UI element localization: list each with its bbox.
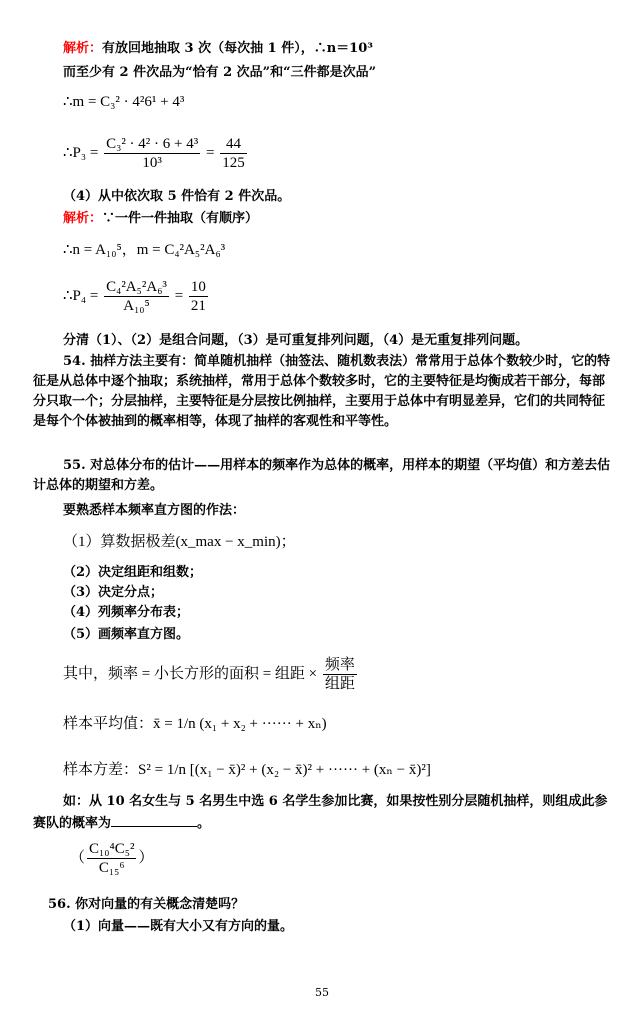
section-54: 54. 抽样方法主要有：简单随机抽样（抽签法、随机数表法）常常用于总体个数较少时，它的特征是从总体中逐个抽取；系统抽样，常用于总体个数较多时，它的主要特征是均衡成若干部分，每部分只取一个；分层抽样，主要特征是分层按比例抽样，主要用于总体中有明显差异，它们的共同特征是每个个体被抽到的概率相等，体现了抽样的客观性和平等性。: [33, 354, 611, 429]
p3-result-den: 125: [222, 155, 245, 171]
p3-result: [220, 135, 247, 172]
p3-formula: ∴P₃ = $\frac{\text{C₃² · 4² · 6 + 4³}}{\text{10³}}$ = $\frac{44}{125}$: [63, 136, 245, 171]
p3-fraction: [104, 135, 200, 172]
p4-fraction: [104, 278, 169, 315]
p3-lhs: ∴P₃ =: [63, 144, 99, 161]
step-2: （2）决定组距和组数；: [63, 565, 203, 580]
p4-denominator: A₁₀⁵: [123, 298, 150, 314]
summary-line: 分清（1）、（2）是组合问题，（3）是可重复排列问题，（4）是无重复排列问题。: [63, 333, 529, 348]
analysis-label-2: 解析：: [63, 211, 103, 226]
step-1: （1）算数据极差(x_max − x_min)；: [63, 534, 296, 550]
p3-numerator: C₃² · 4² · 6 + 4³: [106, 136, 199, 152]
n-formula: ∴n = A₁₀⁵，m = C₄²A₅²A₆³: [63, 242, 226, 258]
frequency-fraction: [323, 656, 357, 693]
answer-num: C₁₀⁴C₅²: [89, 841, 135, 857]
frequency-num: 频率: [324, 657, 355, 673]
frequency-den: 组距: [324, 676, 355, 692]
analysis-text: 有放回地抽取 3 次（每次抽 1 件），∴n＝10³: [102, 41, 373, 56]
histogram-intro: 要熟悉样本频率直方图的作法：: [63, 503, 246, 518]
analysis-text-2: ∵一件一件抽取（有顺序）: [102, 211, 259, 226]
p4-lhs: ∴P₄ =: [63, 287, 99, 304]
mean-label: 样本平均值：: [63, 716, 154, 732]
example-question: [33, 792, 613, 834]
frequency-prefix: 其中，频率 = 小长方形的面积 = 组距 ×: [63, 665, 318, 682]
p4-formula: ∴P₄ = $\frac{\text{C₄²A₅²A₆³}}{\text{A₁₀⁵}}$ = $\frac{10}{21}$: [63, 279, 206, 314]
p3-result-num: 44: [220, 135, 247, 154]
step-5: （5）画频率直方图。: [63, 627, 190, 642]
example-text: 如：从 10 名女生与 5 名男生中选 6 名学生参加比赛，如果按性别分层随机抽样，则组成此参赛队的概率为: [33, 794, 608, 831]
answer-expression: （ $\frac{\text{C₁₀⁴C₅²}}{\text{C₁₅⁶}}$ ）: [70, 841, 154, 876]
analysis-line-2: [63, 210, 258, 228]
p4-result: [189, 278, 208, 315]
p3-denominator: 10³: [142, 155, 162, 171]
answer-fraction: [87, 840, 136, 877]
frequency-formula: [63, 656, 359, 693]
step-3: （3）决定分点；: [63, 585, 164, 600]
question-4: （4）从中依次取 5 件恰有 2 件次品。: [63, 189, 291, 204]
at-least-two-line: 而至少有 2 件次品为“恰有 2 次品”和“三件都是次品”: [63, 65, 377, 80]
answer-den: C₁₅⁶: [98, 860, 125, 876]
p4-result-den: 21: [190, 298, 206, 314]
variance-formula: [63, 758, 431, 779]
section-56-item-1: （1）向量——既有大小又有方向的量。: [63, 919, 294, 934]
mean-expression: x̄ = 1/n (x₁ + x₂ + ······ + xₙ): [153, 716, 327, 732]
m-formula: ∴m = C₃² · 4²6¹ + 4³: [63, 94, 185, 110]
p4-numerator: C₄²A₅²A₆³: [106, 279, 167, 295]
section-55: 55. 对总体分布的估计——用样本的频率作为总体的概率，用样本的期望（平均值）和方差去估计总体的期望和方差。: [33, 458, 611, 493]
analysis-label: 解析：: [63, 41, 103, 56]
example-end: 。: [197, 816, 211, 831]
variance-expression: S² = 1/n [(x₁ − x̄)² + (x₂ − x̄)² + ······ + (xₙ − x̄)²]: [138, 762, 431, 778]
analysis-line-1: [63, 40, 373, 58]
variance-label: 样本方差：: [63, 762, 139, 778]
answer-blank[interactable]: [111, 812, 197, 827]
mean-formula: [63, 712, 327, 733]
p4-result-num: 10: [190, 279, 206, 295]
section-56-title: 56. 你对向量的有关概念清楚吗？: [48, 897, 245, 912]
page-number: 55: [315, 986, 329, 999]
step-4: （4）列频率分布表；: [63, 605, 190, 620]
